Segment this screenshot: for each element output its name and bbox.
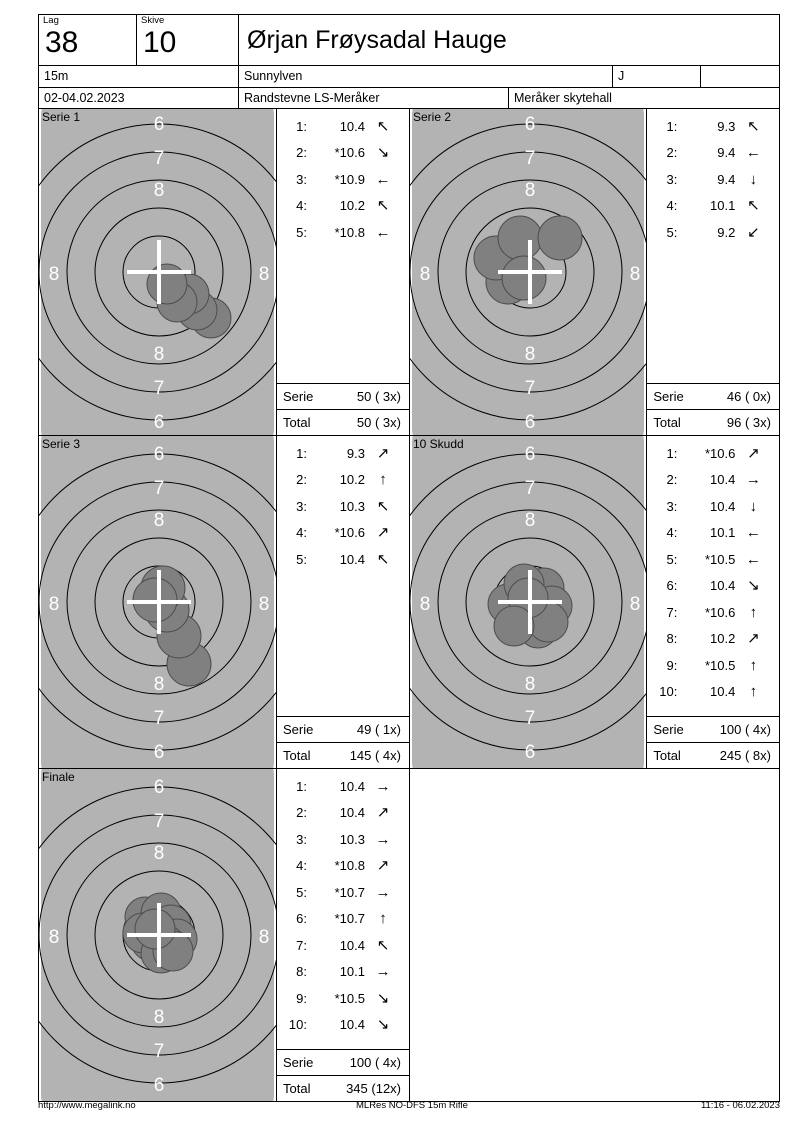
target-0: [39, 109, 277, 435]
svg-text:8: 8: [258, 927, 270, 948]
shot-row: [277, 440, 409, 467]
lag-label: Lag: [43, 15, 59, 26]
shot-direction-icon: ↗: [747, 444, 760, 462]
shot-row: [277, 219, 409, 246]
svg-text:6: 6: [153, 114, 165, 135]
shot-index: 3:: [296, 498, 307, 514]
svg-text:8: 8: [258, 594, 270, 615]
svg-text:7: 7: [153, 1041, 165, 1062]
shot-direction-icon: ↓: [749, 497, 758, 515]
series-title-0: Serie 1: [42, 110, 81, 124]
total-sum-4: [277, 1075, 409, 1101]
target-1: [410, 109, 647, 435]
shot-index: 1:: [296, 118, 307, 134]
svg-text:8: 8: [629, 594, 641, 615]
svg-text:6: 6: [153, 742, 165, 763]
shooter-name-cell: [239, 15, 779, 65]
shot-index: 4:: [296, 525, 307, 541]
shot-direction-icon: ↖: [376, 550, 390, 568]
shot-index: 10:: [288, 1017, 307, 1033]
serie-sum-label-2: Serie: [283, 722, 314, 737]
serie-sum-3: [647, 716, 779, 742]
shot-row: [277, 193, 409, 220]
shot-direction-icon: ↖: [376, 197, 390, 215]
serie-sum-1: [647, 383, 779, 409]
shot-row: [277, 520, 409, 547]
shot-list-4: [277, 769, 409, 1049]
shot-row: [647, 599, 779, 626]
shot-index: 2:: [296, 472, 307, 488]
shot-value: 10.2: [339, 472, 365, 488]
shot-value: 9.4: [717, 145, 736, 161]
svg-text:8: 8: [153, 180, 165, 201]
total-sum-label-2: Total: [283, 748, 311, 763]
shot-row: [277, 467, 409, 494]
shot-direction-icon: →: [375, 830, 391, 848]
svg-text:8: 8: [419, 594, 431, 615]
svg-text:7: 7: [153, 708, 165, 729]
shot-direction-icon: ↗: [376, 804, 390, 822]
shot-index: 3:: [296, 831, 307, 847]
shot-index: 1:: [296, 445, 307, 461]
svg-text:8: 8: [419, 264, 431, 285]
shot-row: [277, 906, 409, 933]
shot-index: 5:: [296, 224, 307, 240]
svg-text:8: 8: [153, 674, 165, 695]
shots-pane-4: [277, 769, 409, 1101]
total-sum-value-4: 345 (12x): [346, 1081, 401, 1096]
shot-direction-icon: ↘: [376, 144, 390, 162]
shot-row: [647, 140, 779, 167]
shot-value: 10.1: [339, 964, 365, 980]
shot-direction-icon: ↑: [749, 683, 758, 701]
shot-row: [277, 773, 409, 800]
shot-row: [277, 932, 409, 959]
shot-row: [277, 546, 409, 573]
svg-text:8: 8: [153, 843, 165, 864]
shot-row: [647, 679, 779, 706]
shot-index: 3:: [666, 171, 678, 187]
svg-text:6: 6: [153, 1075, 165, 1096]
shots-pane-3: [647, 436, 779, 768]
shot-value: 10.1: [710, 198, 736, 214]
distance-value: 15m: [39, 66, 239, 87]
shot-value: 10.4: [339, 805, 365, 821]
svg-text:8: 8: [153, 510, 165, 531]
footer-timestamp: 11:16 - 06.02.2023: [700, 1100, 780, 1111]
svg-text:8: 8: [153, 1007, 165, 1028]
shot-direction-icon: ↑: [379, 910, 387, 928]
footer: [38, 1100, 780, 1111]
shot-value: *10.5: [704, 657, 736, 673]
empty-block: [409, 769, 780, 1102]
target-face: [410, 109, 646, 435]
serie-sum-value-0: 50 ( 3x): [356, 389, 401, 404]
target-face: [39, 436, 276, 768]
target-face: [39, 109, 276, 435]
shot-row: [277, 959, 409, 986]
shot-value: 9.3: [346, 445, 365, 461]
shot-value: *10.8: [334, 224, 365, 240]
svg-text:7: 7: [524, 708, 536, 729]
serie-sum-label-3: Serie: [653, 722, 684, 737]
total-sum-3: [647, 742, 779, 768]
serie-sum-0: [277, 383, 409, 409]
svg-text:6: 6: [524, 742, 536, 763]
skive-label: Skive: [141, 15, 165, 26]
shot-index: 3:: [666, 498, 678, 514]
lag-cell: [39, 15, 137, 65]
svg-text:8: 8: [524, 344, 536, 365]
header-row-secondary: [39, 65, 779, 87]
series-block-3: [409, 436, 780, 769]
header-row-primary: [39, 15, 779, 65]
svg-text:8: 8: [524, 180, 536, 201]
shots-pane-0: [277, 109, 409, 435]
svg-text:7: 7: [153, 148, 165, 169]
shot-direction-icon: ←: [745, 550, 761, 568]
svg-text:7: 7: [153, 478, 165, 499]
shot-row: [277, 113, 409, 140]
shot-row: [277, 166, 409, 193]
svg-text:6: 6: [153, 444, 165, 465]
series-block-0: [38, 109, 409, 436]
svg-text:7: 7: [153, 378, 165, 399]
shot-list-2: [277, 436, 409, 716]
shot-row: [277, 140, 409, 167]
shot-direction-icon: ↖: [376, 936, 390, 954]
total-sum-label-0: Total: [283, 415, 311, 430]
target-3: [410, 436, 647, 768]
svg-text:8: 8: [153, 344, 165, 365]
shot-value: 10.4: [339, 1017, 365, 1033]
serie-sum-label-0: Serie: [283, 389, 314, 404]
shot-index: 4:: [666, 525, 678, 541]
shot-direction-icon: ↑: [749, 656, 758, 674]
shot-direction-icon: ←: [375, 223, 391, 241]
shot-value: *10.5: [704, 551, 736, 567]
header: [38, 14, 780, 109]
svg-text:8: 8: [48, 927, 60, 948]
footer-system: MLRes NO-DFS 15m Rifle: [356, 1100, 468, 1111]
shot-index: 4:: [296, 858, 307, 874]
target-4: [39, 769, 277, 1101]
total-sum-value-1: 96 ( 3x): [726, 415, 771, 430]
shot-value: 10.4: [339, 551, 365, 567]
svg-text:6: 6: [524, 412, 536, 433]
serie-sum-label-4: Serie: [283, 1055, 314, 1070]
svg-text:7: 7: [524, 148, 536, 169]
shot-value: *10.9: [334, 171, 365, 187]
shot-value: *10.8: [334, 858, 365, 874]
shot-row: [647, 166, 779, 193]
shot-direction-icon: ↖: [376, 497, 390, 515]
shot-value: 10.4: [710, 498, 736, 514]
shot-value: *10.6: [334, 145, 365, 161]
shot-value: 10.4: [339, 937, 365, 953]
shot-row: [647, 652, 779, 679]
shot-index: 4:: [296, 198, 307, 214]
shot-index: 5:: [296, 884, 307, 900]
shot-value: 10.2: [339, 198, 365, 214]
serie-sum-4: [277, 1049, 409, 1075]
shot-index: 2:: [666, 472, 678, 488]
serie-sum-2: [277, 716, 409, 742]
shooter-name: Ørjan Frøysadal Hauge: [247, 25, 507, 54]
shot-row: [277, 826, 409, 853]
shot-value: 10.1: [710, 525, 736, 541]
series-block-4: [38, 769, 409, 1102]
shot-row: [647, 467, 779, 494]
shot-value: 10.2: [710, 631, 736, 647]
competition-value: Randstevne LS-Meråker: [239, 88, 509, 108]
shot-value: 10.4: [710, 472, 736, 488]
shot-value: 9.3: [717, 118, 736, 134]
svg-text:8: 8: [48, 594, 60, 615]
shot-value: *10.6: [334, 525, 365, 541]
shot-row: [647, 626, 779, 653]
shot-value: *10.6: [704, 445, 736, 461]
shot-index: 1:: [666, 445, 678, 461]
shot-list-0: [277, 109, 409, 383]
range-value: Meråker skytehall: [514, 91, 612, 105]
serie-sum-value-1: 46 ( 0x): [726, 389, 771, 404]
shot-row: [277, 1012, 409, 1039]
series-title-2: Serie 3: [42, 437, 81, 451]
shot-row: [647, 193, 779, 220]
shot-direction-icon: ↘: [376, 1016, 390, 1034]
shot-row: [277, 985, 409, 1012]
shot-index: 10:: [659, 684, 678, 700]
class-value: J: [613, 66, 701, 87]
shot-value: *10.6: [704, 604, 736, 620]
shot-row: [277, 493, 409, 520]
total-sum-label-1: Total: [653, 415, 681, 430]
shot-row: [647, 546, 779, 573]
shot-direction-icon: ↖: [376, 117, 390, 135]
shot-direction-icon: ↗: [376, 444, 390, 462]
shot-index: 2:: [296, 145, 307, 161]
shot-direction-icon: ←: [745, 524, 761, 542]
shot-list-3: [647, 436, 779, 716]
shot-direction-icon: ←: [375, 170, 391, 188]
series-title-4: Finale: [42, 770, 75, 784]
shot-row: [647, 219, 779, 246]
shot-index: 6:: [296, 911, 307, 927]
shot-direction-icon: →: [375, 883, 391, 901]
header-row-tertiary: [39, 87, 779, 109]
shot-value: *10.7: [334, 911, 365, 927]
club-value: Sunnylven: [239, 66, 613, 87]
shot-value: 10.3: [339, 498, 365, 514]
shot-value: 10.4: [339, 118, 365, 134]
serie-sum-value-4: 100 ( 4x): [349, 1055, 401, 1070]
svg-text:8: 8: [258, 264, 270, 285]
target-face: [39, 769, 276, 1101]
shot-direction-icon: ↘: [376, 989, 390, 1007]
target-face: [410, 436, 646, 768]
shot-direction-icon: →: [375, 963, 391, 981]
shot-index: 3:: [296, 171, 307, 187]
total-sum-1: [647, 409, 779, 435]
shot-index: 4:: [666, 198, 678, 214]
total-sum-0: [277, 409, 409, 435]
shots-pane-1: [647, 109, 779, 435]
footer-url[interactable]: http://www.megalink.no: [38, 1100, 136, 1111]
target-2: [39, 436, 277, 768]
shot-row: [647, 113, 779, 140]
shot-index: 8:: [666, 631, 678, 647]
shot-row: [647, 493, 779, 520]
shot-row: [277, 853, 409, 880]
shot-row: [647, 440, 779, 467]
header-blank-cell: [701, 66, 779, 87]
shot-direction-icon: ↗: [376, 857, 390, 875]
total-sum-2: [277, 742, 409, 768]
shot-row: [277, 800, 409, 827]
shot-value: 10.3: [339, 831, 365, 847]
total-sum-value-0: 50 ( 3x): [356, 415, 401, 430]
shot-index: 2:: [666, 145, 678, 161]
shot-direction-icon: ↗: [747, 630, 760, 648]
svg-text:8: 8: [48, 264, 60, 285]
shot-index: 6:: [666, 578, 678, 594]
shot-value: 9.2: [717, 224, 736, 240]
total-sum-value-2: 145 ( 4x): [349, 748, 401, 763]
shot-index: 9:: [666, 657, 678, 673]
total-sum-value-3: 245 ( 8x): [719, 748, 771, 763]
shot-index: 1:: [296, 778, 307, 794]
svg-text:6: 6: [524, 444, 536, 465]
shot-direction-icon: ↙: [747, 223, 760, 241]
shot-direction-icon: ↗: [376, 524, 390, 542]
svg-text:6: 6: [153, 777, 165, 798]
shot-value: 10.4: [339, 778, 365, 794]
svg-text:7: 7: [524, 378, 536, 399]
shot-direction-icon: ↘: [747, 577, 760, 595]
shot-index: 5:: [666, 224, 678, 240]
shot-direction-icon: →: [375, 777, 391, 795]
series-title-1: Serie 2: [413, 110, 452, 124]
series-block-2: [38, 436, 409, 769]
serie-sum-label-1: Serie: [653, 389, 684, 404]
shot-direction-icon: ↑: [379, 471, 387, 489]
lag-value: 38: [45, 26, 79, 59]
series-grid: [38, 109, 780, 1102]
shot-direction-icon: ←: [745, 144, 761, 162]
shot-value: *10.7: [334, 884, 365, 900]
skive-cell: [137, 15, 239, 65]
svg-text:8: 8: [524, 674, 536, 695]
total-sum-label-4: Total: [283, 1081, 311, 1096]
shot-index: 1:: [666, 118, 678, 134]
shot-value: *10.5: [334, 990, 365, 1006]
shots-pane-2: [277, 436, 409, 768]
svg-text:6: 6: [153, 412, 165, 433]
shot-index: 5:: [296, 551, 307, 567]
shot-index: 8:: [296, 964, 307, 980]
shot-index: 5:: [666, 551, 678, 567]
date-value: 02-04.02.2023: [39, 88, 239, 108]
shot-direction-icon: →: [745, 471, 761, 489]
svg-text:7: 7: [524, 478, 536, 499]
series-title-3: 10 Skudd: [413, 437, 464, 451]
shot-value: 9.4: [717, 171, 736, 187]
shot-index: 7:: [666, 604, 678, 620]
result-sheet: [38, 14, 780, 1096]
shot-row: [647, 520, 779, 547]
shot-list-1: [647, 109, 779, 383]
serie-sum-value-3: 100 ( 4x): [719, 722, 771, 737]
shot-direction-icon: ↖: [747, 197, 760, 215]
shot-row: [647, 573, 779, 600]
total-sum-label-3: Total: [653, 748, 681, 763]
svg-text:8: 8: [629, 264, 641, 285]
shot-value: 10.4: [710, 578, 736, 594]
shot-direction-icon: ↖: [747, 117, 760, 135]
shot-value: 10.4: [710, 684, 736, 700]
svg-text:6: 6: [524, 114, 536, 135]
skive-value: 10: [143, 26, 177, 59]
svg-text:7: 7: [153, 811, 165, 832]
shot-index: 7:: [296, 937, 307, 953]
serie-sum-value-2: 49 ( 1x): [356, 722, 401, 737]
shot-index: 2:: [296, 805, 307, 821]
shot-direction-icon: ↓: [749, 170, 758, 188]
svg-text:8: 8: [524, 510, 536, 531]
series-block-1: [409, 109, 780, 436]
shot-row: [277, 879, 409, 906]
shot-index: 9:: [296, 990, 307, 1006]
shot-direction-icon: ↑: [749, 603, 758, 621]
